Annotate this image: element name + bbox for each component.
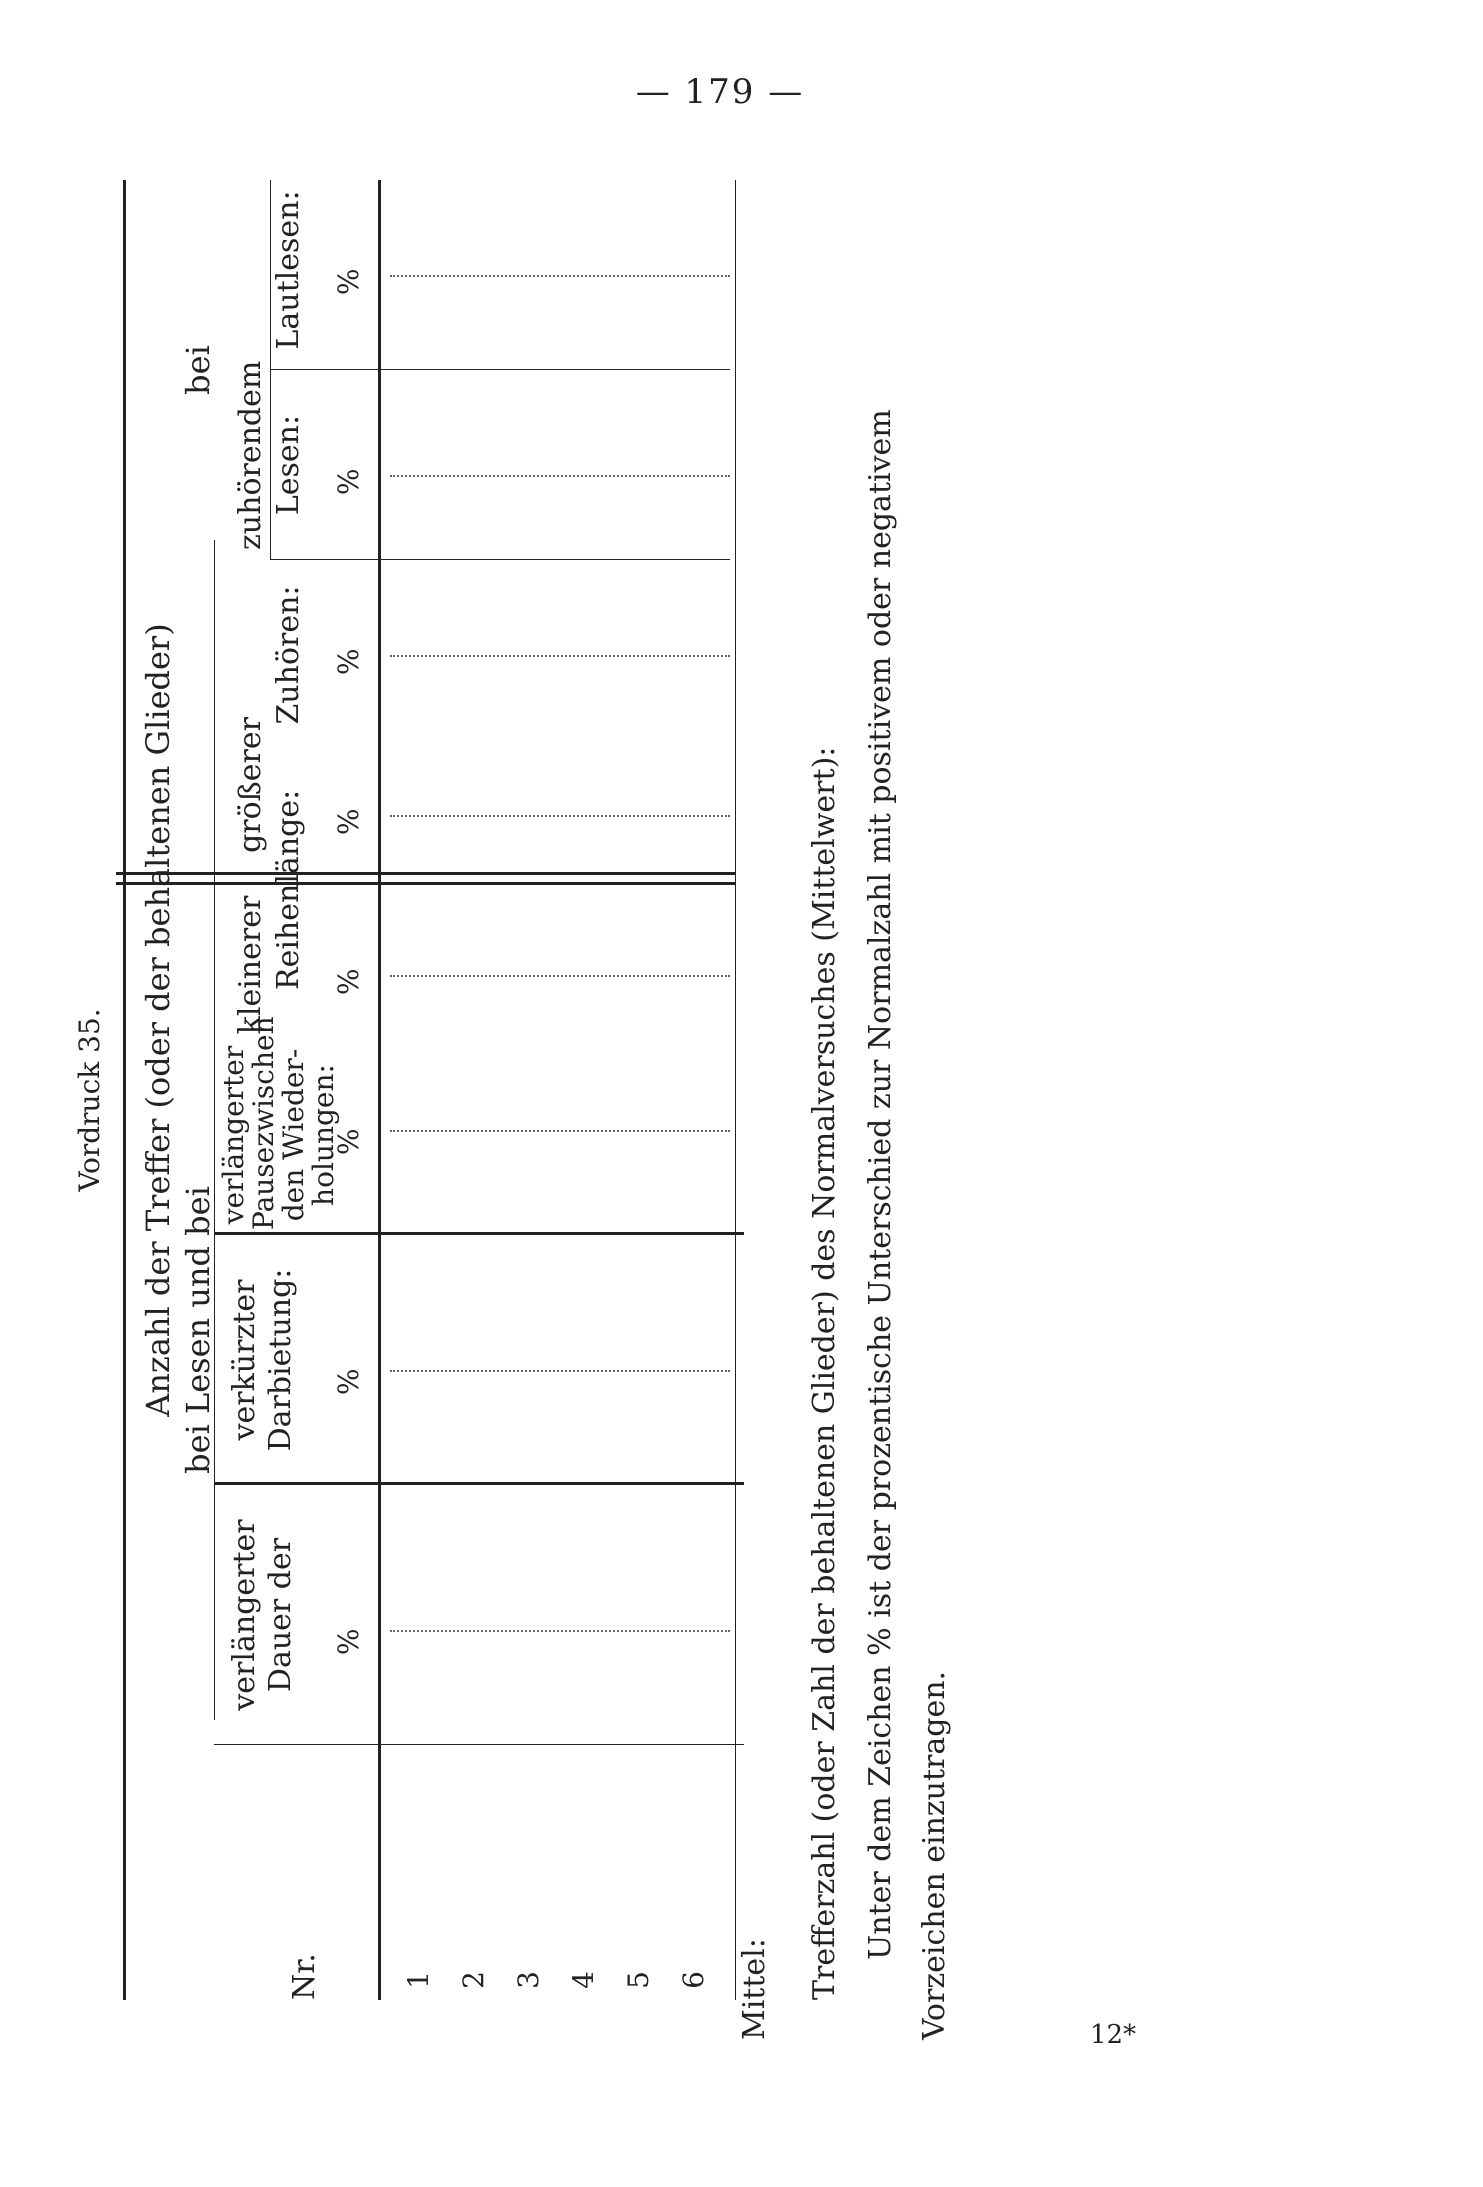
- signature-mark: 12*: [1090, 2020, 1137, 2050]
- entry-guide-c6: [390, 655, 730, 657]
- col-sep-double-1: [116, 882, 736, 885]
- row-number: 6: [677, 1971, 710, 1989]
- percent-c4: %: [332, 968, 365, 995]
- entry-guide-c1: [390, 1630, 730, 1632]
- row-number: 5: [622, 1971, 655, 1989]
- entry-guide-c7: [390, 475, 730, 477]
- col-1-line-2: Dauer der: [263, 1537, 298, 1693]
- col-4-line-1: kleinerer: [233, 895, 268, 1035]
- row-number: 3: [512, 1971, 545, 1989]
- col-sep-c3c4: [214, 1232, 744, 1235]
- col-3-line-3: den Wieder-: [277, 1048, 310, 1222]
- row-number: 2: [457, 1971, 490, 1989]
- percent-c1: %: [332, 1628, 365, 1655]
- col-sep-nr: [214, 1744, 744, 1745]
- col-6-label: Zuhören:: [271, 585, 306, 725]
- col-sep-c7c8: [270, 369, 730, 370]
- col-8-label: Lautlesen:: [271, 190, 306, 350]
- footnote-2: Unter dem Zeichen % ist der prozentische Unterschied zur Normalzahl mit positivem oder negativem: [863, 409, 898, 1960]
- footnote-1: Trefferzahl (oder Zahl der behaltenen Glieder) des Normalversuches (Mittelwert):: [807, 746, 842, 2000]
- entry-guide-c2: [390, 1370, 730, 1372]
- col-2-line-2: Darbietung:: [263, 1268, 298, 1452]
- entry-guide-c5: [390, 815, 730, 817]
- table-bottom-rule: [735, 180, 736, 2000]
- col-sep-double-2: [116, 872, 736, 875]
- col-sep-c6c7: [270, 559, 730, 560]
- rotated-form: [73, 160, 1320, 2040]
- col-1-line-1: verlängerter: [227, 1519, 262, 1711]
- col-3-line-4: holungen:: [307, 1064, 340, 1206]
- col-3-line-1: verlängerter: [217, 1045, 250, 1225]
- form-title: Vordruck 35.: [73, 1008, 106, 1192]
- col-7-line-1: zuhörendem: [233, 360, 268, 550]
- percent-c6: %: [332, 648, 365, 675]
- row-number: 1: [402, 1971, 435, 1989]
- table-top-rule: [123, 180, 126, 2000]
- col-nr-label: Nr.: [287, 1953, 322, 2000]
- col-7-line-2: Lesen:: [271, 414, 306, 516]
- percent-c7: %: [332, 468, 365, 495]
- col-3-line-2: Pausezwischen: [247, 1016, 280, 1230]
- entry-guide-c8: [390, 275, 730, 277]
- header-sub-left: bei Lesen und bei: [179, 1186, 217, 1474]
- col-5-line-1: größerer: [233, 717, 268, 853]
- col-sep-c2c3: [214, 1482, 744, 1485]
- header-super-title: Anzahl der Treffer (oder der behaltenen Glieder): [139, 623, 177, 1417]
- entry-guide-c4: [390, 975, 730, 977]
- header-sub-right: bei: [179, 345, 217, 395]
- row-number: 4: [567, 1971, 600, 1989]
- percent-c8: %: [332, 268, 365, 295]
- subheader-rule-left: [214, 540, 215, 1720]
- percent-c5: %: [332, 808, 365, 835]
- col-2-line-1: verkürzter: [227, 1279, 262, 1441]
- table-header-rule: [378, 180, 381, 2000]
- col-4-line-2: Reihenlänge:: [271, 789, 306, 990]
- percent-c3: %: [332, 1128, 365, 1155]
- mittel-label: Mittel:: [737, 1938, 772, 2040]
- entry-guide-c3: [390, 1130, 730, 1132]
- footnote-3: Vorzeichen einzutragen.: [917, 1670, 952, 2040]
- percent-c2: %: [332, 1368, 365, 1395]
- page-number: — 179 —: [635, 72, 805, 112]
